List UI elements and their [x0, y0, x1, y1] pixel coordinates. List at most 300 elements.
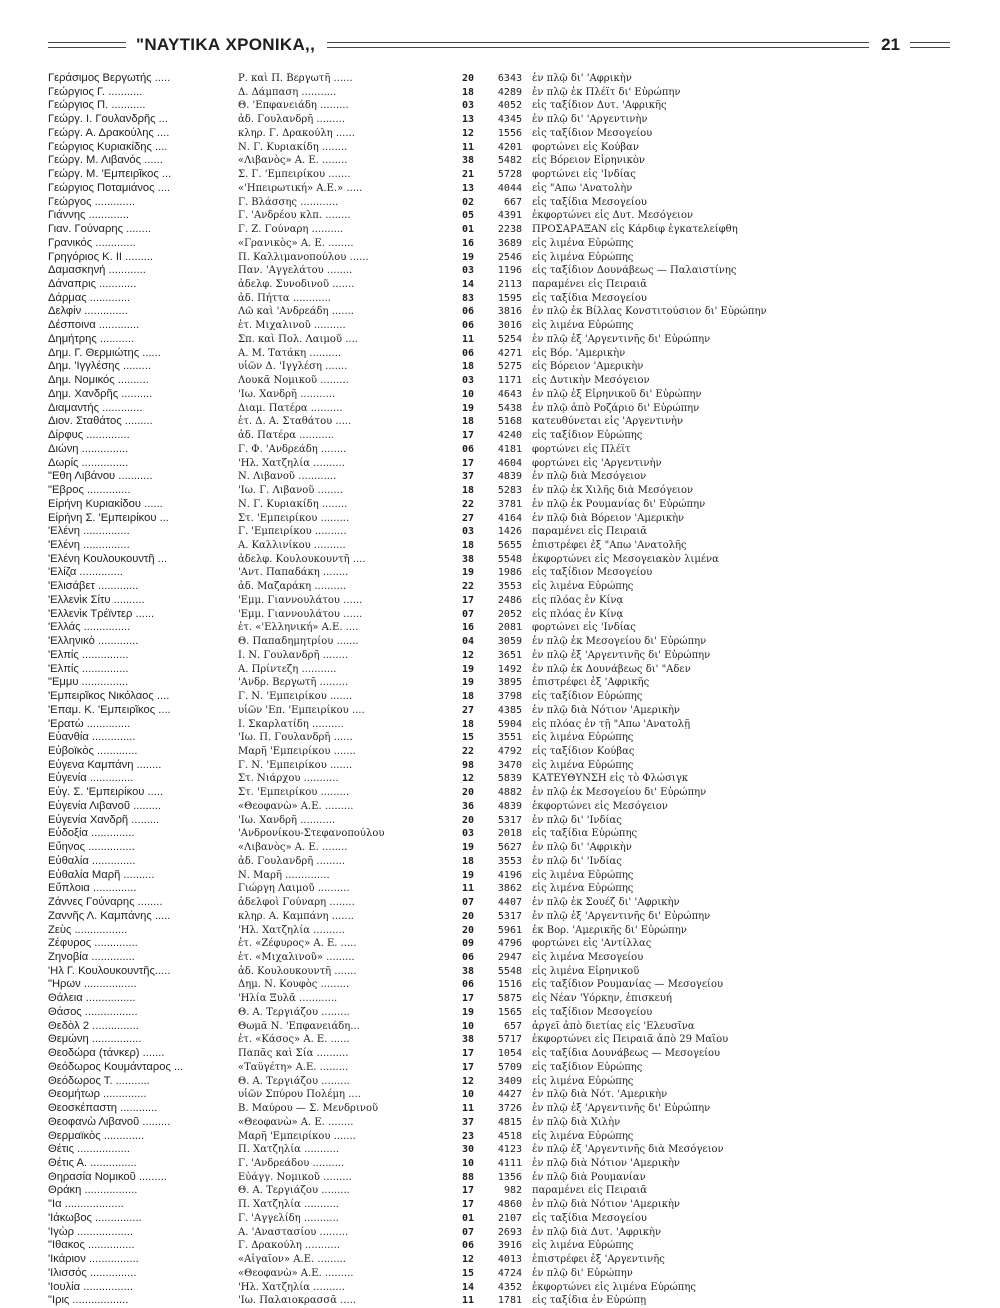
ship-status: παραμένει εἰς Πειραιᾶ	[532, 1185, 648, 1197]
ship-owner: Θωμᾶ Ν. 'Επφανειάδη...	[238, 1020, 360, 1032]
ship-name: Εὐγενία Λιβανοῦ .........	[48, 799, 162, 812]
ship-owner: Π. Χατζηλία ...........	[238, 1144, 340, 1156]
table-row	[48, 1116, 978, 1130]
ship-age: 36	[461, 800, 474, 812]
ship-name: Εὐανθία ..............	[48, 731, 136, 744]
table-row	[48, 580, 978, 594]
ship-owner: Δημ. Ν. Κουφὸς .........	[238, 979, 350, 991]
ship-age: 18	[461, 416, 474, 428]
ship-age: 98	[461, 759, 474, 771]
table-row	[48, 470, 978, 484]
ship-owner: Θ. 'Επφανειάδη .........	[238, 100, 349, 112]
ship-tonnage: 1196	[497, 265, 522, 277]
ship-age: 18	[461, 485, 474, 497]
ship-age: 38	[461, 155, 474, 167]
ship-age: 17	[461, 594, 474, 606]
ship-age: 18	[461, 718, 474, 730]
ship-tonnage: 4839	[497, 471, 522, 483]
table-row	[48, 1294, 978, 1308]
ship-owner: 'Αντ. Παπαδάκη ........	[238, 567, 349, 579]
ship-tonnage: 5839	[497, 773, 522, 785]
ship-status: ἐν πλῷ ἐξ Εἰρηνικοῦ δι' Εὐρώπην	[532, 388, 702, 400]
ship-status: εἰς ταξίδια Μεσογείου	[532, 292, 647, 304]
ship-age: 19	[461, 842, 474, 854]
table-row	[48, 223, 978, 237]
ship-name: Διον. Σταθάτος .........	[48, 415, 153, 428]
ship-name: Εἰρήνη Κυριακίδου ......	[48, 497, 163, 510]
table-row	[48, 1198, 978, 1212]
ship-name: Θεοδώρα (τάνκερ) .......	[48, 1047, 165, 1060]
ship-owner: 'Εμμ. Γιαννουλάτου ......	[238, 594, 363, 606]
table-row	[48, 800, 978, 814]
ship-status: ἐν πλῷ διὰ Δυτ. 'Αφρικὴν	[532, 1226, 662, 1238]
ship-tonnage: 1054	[497, 1048, 522, 1060]
ship-owner: 'Ηλ. Χατζηλία ..........	[238, 457, 345, 469]
ship-owner: κληρ. Α. Καμπάνη .......	[238, 910, 354, 922]
ship-name: Ζέφυρος ..............	[48, 937, 138, 950]
ship-name: Διώνη ...............	[48, 442, 129, 455]
ship-status: ἐκφορτώνει εἰς Μεσογειακὸν λιμένα	[532, 553, 719, 565]
ship-owner: 'Ιω. Π. Γουλανδρῆ ......	[238, 732, 353, 744]
ship-name: Θέτις .................	[48, 1143, 130, 1156]
ship-tonnage: 3689	[497, 237, 522, 249]
ship-owner: Γ. Βλάσσης ............	[238, 196, 339, 208]
ship-status: εἰς ταξίδιον Ρουμανίας — Μεσογείου	[532, 979, 724, 991]
ship-tonnage: 4201	[497, 141, 522, 153]
ship-tonnage: 4385	[497, 704, 522, 716]
ship-status: εἰς ταξίδιον Μεσογείου	[532, 567, 653, 579]
ship-tonnage: 1356	[497, 1171, 522, 1183]
ship-name: Θεομήτωρ ..............	[48, 1088, 147, 1101]
ship-status: εἰς πλόας ἐν Κίνᾳ	[532, 594, 624, 606]
ship-status: ἐν πλῷ διὰ Νότιον 'Αμερικὴν	[532, 1199, 681, 1211]
ship-status: ἐν πλῷ ἐκ Ρουμανίας δι' Εὐρώπην	[532, 498, 706, 510]
ship-name: Γεώργιος Π. ...........	[48, 99, 146, 112]
ship-name: 'Ιλισσός ...............	[48, 1266, 137, 1279]
table-row	[48, 539, 978, 553]
ship-tonnage: 4123	[497, 1144, 522, 1156]
ship-status: εἰς Βόρ. 'Αμερικὴν	[532, 347, 626, 359]
ship-status: εἰς Δυτικὴν Μεσόγειον	[532, 375, 650, 387]
ship-status: παραμένει εἰς Πειραιᾶ	[532, 526, 648, 538]
ship-name: Εὐγ. Σ. 'Εμπειρίκου .....	[48, 786, 164, 799]
ship-name: Εὐδοξία ..............	[48, 827, 135, 840]
ship-name: Γιάννης .............	[48, 209, 129, 222]
ship-age: 07	[461, 1226, 474, 1238]
ship-name: Γεράσιμος Βεργωτής .....	[48, 72, 171, 84]
ship-name: Θεόδωρος Τ. ...........	[48, 1074, 150, 1087]
ship-tonnage: 4052	[497, 100, 522, 112]
ship-status: ἐν πλῷ διὰ Βόρειον 'Αμερικὴν	[532, 512, 685, 524]
ship-name: Εὐγενία Χανδρῆ .........	[48, 813, 160, 826]
table-row	[48, 1226, 978, 1240]
ship-status: ἐπιστρέφει ἐξ 'Αργεντινῆς	[532, 1254, 665, 1266]
ship-age: 38	[461, 1034, 474, 1046]
ship-status: ἐπιστρέφει ἐξ "Απω 'Ανατολῆς	[532, 539, 687, 551]
table-row	[48, 690, 978, 704]
ship-name: Γεώργιος Γ. ...........	[48, 85, 143, 98]
ship-owner: ἀδ. Πήττα ............	[238, 292, 331, 304]
table-row	[48, 127, 978, 141]
table-row	[48, 978, 978, 992]
ship-age: 21	[461, 169, 474, 181]
ship-tonnage: 3016	[497, 320, 522, 332]
ship-tonnage: 1516	[497, 979, 522, 991]
table-row	[48, 402, 978, 416]
ship-age: 15	[461, 1267, 474, 1279]
table-row	[48, 347, 978, 361]
ship-owner: Π. Καλλιμανοπούλου ......	[238, 251, 369, 263]
ship-status: ἐν πλῷ ἐξ 'Αργεντινῆς δι' Εὐρώπην	[532, 333, 711, 345]
table-row	[48, 676, 978, 690]
ship-owner: Γ. 'Εμπειρίκου ..........	[238, 526, 347, 538]
ship-tonnage: 4724	[497, 1267, 522, 1279]
ship-tonnage: 657	[503, 1020, 522, 1032]
table-row	[48, 718, 978, 732]
ship-tonnage: 3916	[497, 1240, 522, 1252]
table-row	[48, 1088, 978, 1102]
table-row	[48, 869, 978, 883]
ship-owner: Λῶ καὶ 'Ανδρεάδη .......	[238, 306, 354, 318]
table-row	[48, 566, 978, 580]
ship-tonnage: 3651	[497, 649, 522, 661]
ship-age: 18	[461, 691, 474, 703]
ship-tonnage: 5548	[497, 965, 522, 977]
table-row	[48, 1143, 978, 1157]
ship-owner: Ν. Λιβανοῦ ............	[238, 471, 337, 483]
ship-status: εἰς Βόρειον Εἰρηνικὸν	[532, 155, 645, 167]
ship-tonnage: 4240	[497, 430, 522, 442]
ship-status: εἰς Νέαν 'Υόρκην, ἐπισκευή	[532, 993, 672, 1005]
ship-owner: «Λιβανὸς» Α. Ε. ........	[238, 155, 348, 167]
table-row	[48, 553, 978, 567]
ship-name: Δημ. Γ. Θερμιώτης ......	[48, 346, 161, 359]
table-row	[48, 264, 978, 278]
ship-name: Δαμασκηνή ............	[48, 264, 146, 277]
ship-tonnage: 5254	[497, 333, 522, 345]
ship-age: 16	[461, 622, 474, 634]
ship-age: 12	[461, 127, 474, 139]
table-row	[48, 1130, 978, 1144]
table-row	[48, 924, 978, 938]
ship-age: 14	[461, 1281, 474, 1293]
ship-status: παραμένει εἰς Πειραιᾶ	[532, 279, 648, 291]
table-row	[48, 525, 978, 539]
ship-status: ἐν πλῷ ἐξ 'Αργεντινῆς διὰ Μεσόγειον	[532, 1144, 724, 1156]
ship-tonnage: 2052	[497, 608, 522, 620]
ship-age: 13	[461, 182, 474, 194]
ship-status: εἰς λιμένα Εὐρώπης	[532, 1130, 634, 1142]
ship-name: Δάναπρις ............	[48, 278, 137, 291]
ship-name: Γεώργος .............	[48, 195, 135, 208]
table-row	[48, 1047, 978, 1061]
table-row	[48, 292, 978, 306]
ship-age: 06	[461, 347, 474, 359]
ship-age: 15	[461, 732, 474, 744]
ship-status: εἰς λιμένα Εὐρώπης	[532, 1240, 634, 1252]
ship-status: εἰς ταξίδιον Εὐρώπης	[532, 691, 643, 703]
ship-status: εἰς ταξίδιον Μεσογείου	[532, 127, 653, 139]
ship-status: εἰς πλόας ἐν τῇ "Απω 'Ανατολῇ	[532, 718, 691, 730]
ship-owner: υἱῶν Δ. 'Ιγγλέση .......	[238, 361, 348, 373]
ship-tonnage: 5482	[497, 155, 522, 167]
ship-owner: ἑτ. «'Ελληνική» Α.Ε. ....	[238, 622, 359, 634]
ship-owner: Παπᾶς καὶ Σία ..........	[238, 1048, 349, 1060]
ship-owner: Γιώργη Λαιμοῦ ..........	[238, 883, 350, 895]
table-row	[48, 154, 978, 168]
ship-age: 11	[461, 1103, 474, 1115]
ship-status: ἐκφορτώνει εἰς Πειραιᾶ ἀπὸ 29 Μαΐου	[532, 1034, 729, 1046]
ship-name: Δωρίς ...............	[48, 456, 129, 469]
ship-status: εἰς ταξίδιον Εὐρώπης	[532, 430, 643, 442]
ship-status: ἐν πλῷ ἐκ Μεσογείου δι' Εὐρώπην	[532, 636, 707, 648]
ship-tonnage: 5317	[497, 814, 522, 826]
ship-tonnage: 4289	[497, 86, 522, 98]
ship-owner: Θ. Α. Τεργιάζου .........	[238, 1185, 350, 1197]
ship-age: 37	[461, 471, 474, 483]
ship-tonnage: 5728	[497, 169, 522, 181]
table-row	[48, 168, 978, 182]
ship-status: φορτώνει εἰς 'Αντίλλας	[532, 938, 652, 950]
ship-tonnage: 4643	[497, 388, 522, 400]
header-rule-left	[48, 42, 126, 48]
ship-owner: ἑτ. Δ. Α. Σταθάτου .....	[238, 416, 352, 428]
ship-name: Θάσος .................	[48, 1005, 138, 1018]
ship-tonnage: 5717	[497, 1034, 522, 1046]
ship-owner: Λουκᾶ Νομικοῦ .........	[238, 375, 349, 387]
ship-name: Γεώργιος Κυριακίδης ....	[48, 140, 168, 153]
table-row	[48, 512, 978, 526]
ship-name: Δάρμας .............	[48, 291, 131, 304]
table-row	[48, 594, 978, 608]
table-row	[48, 1184, 978, 1198]
ship-tonnage: 5168	[497, 416, 522, 428]
ship-age: 06	[461, 306, 474, 318]
ship-name: Ζάννες Γούναρης ........	[48, 896, 163, 909]
ship-status: ἐν πλῷ ἐξ 'Αργεντινῆς δι' Εὐρώπην	[532, 910, 711, 922]
ship-name: 'Ελλάς ...............	[48, 621, 131, 634]
ship-tonnage: 3059	[497, 636, 522, 648]
table-row	[48, 443, 978, 457]
ship-owner: Γ. Ν. 'Εμπειρίκου .......	[238, 691, 353, 703]
table-row	[48, 457, 978, 471]
table-row	[48, 772, 978, 786]
ship-owner: Γ. 'Ανδρεάδου ..........	[238, 1158, 345, 1170]
ship-age: 03	[461, 375, 474, 387]
table-row	[48, 141, 978, 155]
table-row	[48, 86, 978, 100]
ship-tonnage: 667	[503, 196, 522, 208]
ship-tonnage: 3553	[497, 855, 522, 867]
ship-name: Θεμώνη ................	[48, 1033, 142, 1046]
ship-owner: υἱῶν 'Επ. 'Εμπειρίκου ....	[238, 704, 365, 716]
table-row	[48, 237, 978, 251]
ship-name: Εὔηνος ...............	[48, 841, 135, 854]
ship-name: 'Ηλ Γ. Κουλουκουντῆς.....	[48, 964, 171, 977]
ship-tonnage: 4860	[497, 1199, 522, 1211]
ship-owner: ἑτ. «Κάσος» Α. Ε. ......	[238, 1034, 350, 1046]
ship-owner: Θ. Α. Τεργιάζου .........	[238, 1075, 350, 1087]
ship-status: φορτώνει εἰς Κούβαν	[532, 141, 640, 153]
table-row	[48, 827, 978, 841]
ship-age: 13	[461, 114, 474, 126]
table-row	[48, 484, 978, 498]
ship-age: 05	[461, 210, 474, 222]
ship-status: ἐν πλῷ ἐκ Πλέϊτ δι' Εὐρώπην	[532, 86, 681, 98]
ship-age: 20	[461, 924, 474, 936]
ship-age: 22	[461, 581, 474, 593]
ship-age: 02	[461, 196, 474, 208]
ship-tonnage: 3816	[497, 306, 522, 318]
ship-status: ΠΡΟΣΑΡΑΞΑΝ εἰς Κάρδιφ ἐγκατελείφθη	[532, 224, 738, 236]
ship-owner: «Γρανικὸς» Α. Ε. ........	[238, 237, 354, 249]
ship-tonnage: 5875	[497, 993, 522, 1005]
table-row	[48, 855, 978, 869]
ship-age: 10	[461, 388, 474, 400]
ship-name: Γεώργιος Ποταμιάνος ....	[48, 181, 171, 194]
table-row	[48, 896, 978, 910]
ship-name: "Ηρων .................	[48, 978, 137, 991]
ship-owner: Α. Μ. Τατάκη ..........	[238, 347, 342, 359]
ship-tonnage: 2018	[497, 828, 522, 840]
ship-age: 30	[461, 1144, 474, 1156]
ship-status: εἰς ταξίδιον Δυτ. 'Αφρικῆς	[532, 100, 667, 112]
ship-status: εἰς λιμένα Εὐρώπης	[532, 1075, 634, 1087]
table-row	[48, 374, 978, 388]
ship-status: εἰς "Απω 'Ανατολὴν	[532, 182, 633, 194]
ship-owner: Β. Μαύρου — Σ. Μενδρινοῦ	[238, 1103, 379, 1115]
table-row	[48, 649, 978, 663]
ship-owner: 'Ιω. Γ. Λιβανοῦ ........	[238, 485, 343, 497]
ship-owner: Διαμ. Πατέρα ..........	[238, 402, 343, 414]
ship-status: ἐν πλῷ ἐκ Μεσογείου δι' Εὐρώπην	[532, 787, 707, 799]
ship-status: ἐν πλῷ δι' 'Ινδίας	[532, 814, 622, 826]
ship-age: 19	[461, 402, 474, 414]
table-row	[48, 841, 978, 855]
ship-age: 12	[461, 649, 474, 661]
table-row	[48, 745, 978, 759]
ship-name: Εὐγενία ..............	[48, 772, 134, 785]
ship-age: 19	[461, 869, 474, 881]
ship-tonnage: 4407	[497, 897, 522, 909]
ship-status: εἰς ταξίδια Εὐρώπης	[532, 828, 638, 840]
ship-age: 06	[461, 1240, 474, 1252]
ship-tonnage: 1171	[497, 375, 522, 387]
ship-age: 19	[461, 567, 474, 579]
ship-owner: ἑτ. Μιχαλινοῦ ..........	[238, 320, 346, 332]
ship-owner: ἀδ. Μαζαράκη ..........	[238, 581, 347, 593]
ship-tonnage: 2238	[497, 224, 522, 236]
ship-status: εἰς ταξίδιον Μεσογείου	[532, 1006, 653, 1018]
ship-age: 19	[461, 663, 474, 675]
ship-registry-table	[48, 72, 978, 1308]
header-rule-right	[910, 42, 950, 48]
ship-tonnage: 5627	[497, 842, 522, 854]
ship-name: Δέσποινα .............	[48, 319, 140, 332]
ship-status: φορτώνει εἰς 'Ινδίας	[532, 169, 636, 181]
ship-name: Εἰρήνη Σ. 'Εμπειρίκου ...	[48, 511, 169, 524]
ship-name: Διαμαντής .............	[48, 401, 143, 414]
table-row	[48, 759, 978, 773]
ship-tonnage: 5709	[497, 1061, 522, 1073]
ship-tonnage: 5904	[497, 718, 522, 730]
ship-name: Γρανικός .............	[48, 236, 136, 249]
magazine-title: "ΝΑΥΤΙΚΑ ΧΡΟΝΙΚΑ,,	[136, 35, 316, 54]
ship-owner: Π. Χατζηλία ...........	[238, 1199, 340, 1211]
ship-tonnage: 3798	[497, 691, 522, 703]
ship-status: ἐν πλῷ δι' Εὐρώπην	[532, 1267, 633, 1279]
ship-owner: ἀδ. Πατέρα ...........	[238, 430, 335, 442]
ship-status: εἰς λιμένα Εὐρώπης	[532, 581, 634, 593]
ship-owner: «Λιβανὸς» Α. Ε. ........	[238, 842, 348, 854]
ship-owner: Ι. Σκαρλατίδη ..........	[238, 718, 344, 730]
ship-age: 11	[461, 883, 474, 895]
ship-name: 'Επαμ. Κ. 'Εμπειρῖκος ....	[48, 703, 171, 716]
ship-owner: «Θεοφανὼ» Α.Ε. .........	[238, 800, 354, 812]
ship-name: 'Ελπίς ...............	[48, 648, 129, 661]
ship-status: ἐν πλῷ διὰ Νότ. 'Αμερικὴν	[532, 1089, 668, 1101]
ship-age: 19	[461, 677, 474, 689]
ship-owner: Γ. Ζ. Γούναρη ..........	[238, 224, 344, 236]
ship-status: φορτώνει εἰς Πλέϊτ	[532, 443, 631, 455]
ship-status: εἰς ταξίδια ἐν Εὐρώπῃ	[532, 1295, 647, 1307]
ship-owner: Ν. Γ. Κυριακίδη ........	[238, 141, 348, 153]
ship-owner: ἑτ. «Ζέφυρος» Α. Ε. .....	[238, 938, 357, 950]
ship-status: ἐν πλῷ διὰ Μεσόγειον	[532, 471, 647, 483]
ship-name: Θερμαϊκὸς .............	[48, 1129, 145, 1142]
table-row	[48, 415, 978, 429]
ship-tonnage: 3409	[497, 1075, 522, 1087]
ship-tonnage: 3781	[497, 498, 522, 510]
ship-name: 'Ελπίς ...............	[48, 662, 129, 675]
ship-owner: Γ. Ν. 'Εμπειρίκου .......	[238, 759, 353, 771]
ship-age: 14	[461, 279, 474, 291]
table-row	[48, 182, 978, 196]
ship-owner: ἀδελφ. Κουλουκουντῆ ....	[238, 553, 366, 565]
ship-name: "Εμμυ ...............	[48, 676, 129, 689]
ship-status: ἐν πλῷ δι' 'Αφρικὴν	[532, 73, 632, 84]
ship-tonnage: 4792	[497, 745, 522, 757]
table-row	[48, 251, 978, 265]
ship-status: ἐν πλῷ ἐξ 'Αργεντινῆς δι' Εὐρώπην	[532, 1103, 711, 1115]
ship-name: Γρηγόριος Κ. ΙΙ .........	[48, 250, 154, 263]
table-row	[48, 1253, 978, 1267]
ship-name: Εὐθαλία ..............	[48, 854, 136, 867]
ship-name: Γεώργ. Ι. Γουλανδρῆς ...	[48, 113, 169, 126]
table-row	[48, 209, 978, 223]
table-row	[48, 319, 978, 333]
ship-age: 83	[461, 292, 474, 304]
ship-status: εἰς λιμένα Εὐρώπης	[532, 883, 634, 895]
ship-tonnage: 3726	[497, 1103, 522, 1115]
ship-name: "Εθη Λιβάνου ...........	[48, 470, 153, 483]
table-row	[48, 882, 978, 896]
ship-status: εἰς λιμένα Εἰρηνικοῦ	[532, 965, 640, 977]
ship-status: ἐν πλῷ διὰ Νότιον 'Αμερικὴν	[532, 704, 681, 716]
ship-age: 88	[461, 1171, 474, 1183]
ship-owner: «Αἰγαῖον» Α.Ε. .........	[238, 1254, 346, 1266]
ship-owner: Α. Καλλινίκου ..........	[238, 539, 346, 551]
ship-name: Ζεὺς .................	[48, 923, 128, 936]
ship-name: Δίρφυς ..............	[48, 429, 130, 442]
ship-status: φορτώνει εἰς 'Ινδίας	[532, 622, 636, 634]
ship-name: Δελφίν ..............	[48, 305, 128, 318]
ship-age: 17	[461, 457, 474, 469]
table-row	[48, 1061, 978, 1075]
ship-tonnage: 2693	[497, 1226, 522, 1238]
ship-tonnage: 5283	[497, 485, 522, 497]
ship-status: ἐν πλῷ ἐκ Χιλῆς διὰ Μεσόγειον	[532, 485, 694, 497]
